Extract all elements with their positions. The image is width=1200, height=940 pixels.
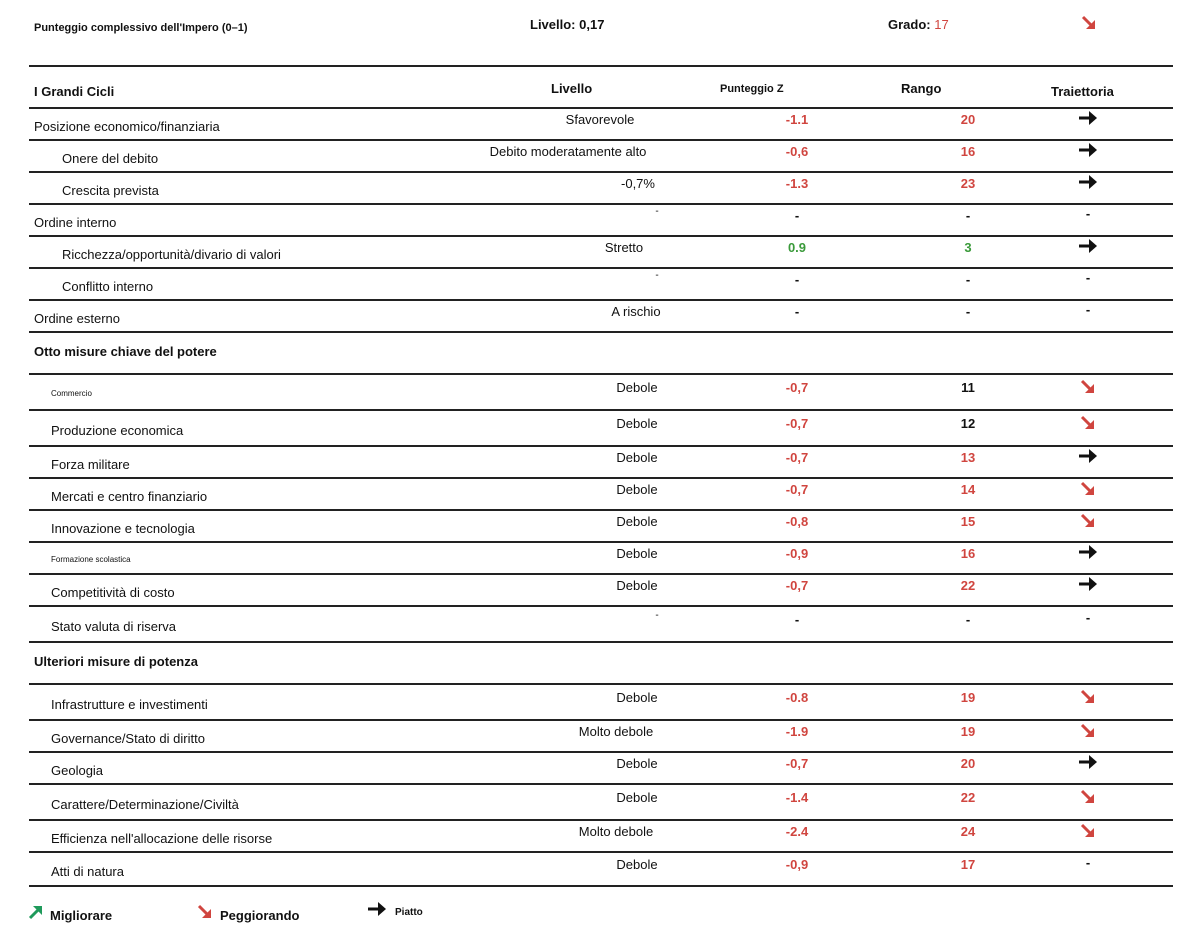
row-livello: Molto debole [578,824,654,839]
row-z-score: -1.4 [785,790,809,805]
worsening-arrow-icon [1058,789,1118,805]
row-z-score: -1.9 [785,724,809,739]
row-rank: 15 [960,514,976,529]
row-divider [29,783,1173,785]
worsening-arrow-icon [1058,723,1118,739]
flat-arrow-icon [367,900,387,918]
row-z-score: -0,7 [785,482,809,497]
row-label: Carattere/Determinazione/Civiltà [51,796,239,812]
row-livello: Debole [616,756,658,771]
row-divider [29,331,1173,333]
row-label: Onere del debito [62,150,159,166]
row-divider [29,477,1173,479]
row-divider [29,719,1173,721]
flat-arrow-icon [1058,543,1118,561]
section-heading: Ulteriori misure di potenza [34,654,198,669]
row-livello: Stretto [604,240,644,255]
row-livello: - [655,206,659,217]
row-divider [29,819,1173,821]
header-livello: Livello [551,81,593,96]
row-livello: A rischio [611,304,661,319]
row-divider [29,299,1173,301]
row-rank: 3 [964,240,972,255]
worsening-arrow-icon [197,904,213,920]
row-z-score: -0,6 [785,144,809,159]
row-label: Conflitto interno [62,278,154,294]
header-traiettoria: Traiettoria [1051,84,1114,99]
trend-dash: - [1085,610,1091,625]
row-livello: Debole [616,578,658,593]
row-divider [29,509,1173,511]
summary-grade [888,17,949,32]
row-label: Crescita prevista [62,182,159,198]
row-z-score: - [794,208,800,223]
table-top-rule [29,65,1173,67]
row-z-score: -2.4 [785,824,809,839]
row-label: Geologia [51,762,104,778]
row-livello: Debole [616,482,658,497]
row-z-score: -0,8 [785,514,809,529]
row-label: Infrastrutture e investimenti [51,696,208,712]
row-rank: - [965,208,971,223]
row-label: Efficienza nell'allocazione delle risorse [51,830,273,846]
row-rank: 20 [960,756,976,771]
flat-arrow-icon [1058,753,1118,771]
row-rank: 24 [960,824,976,839]
row-divider [29,605,1173,607]
row-divider [29,573,1173,575]
row-label: Forza militare [51,456,130,472]
row-livello: Debole [616,416,658,431]
header-punteggio-z: Punteggio Z [720,83,784,95]
row-rank: 19 [960,724,976,739]
summary-trend-down-arrow-icon [1080,14,1098,32]
row-label: Stato valuta di riserva [51,618,177,634]
header-section: I Grandi Cicli [34,84,115,99]
row-z-score: -0.8 [785,690,809,705]
row-livello: Debito moderatamente alto [489,144,647,159]
row-rank: 22 [960,790,976,805]
flat-arrow-icon [1058,173,1118,191]
grade-value: 17 [934,17,949,32]
row-rank: 19 [960,690,976,705]
row-livello: Molto debole [578,724,654,739]
row-rank: 22 [960,578,976,593]
row-livello: Debole [616,380,658,395]
row-livello: - [655,270,659,281]
row-divider [29,683,1173,685]
row-divider [29,885,1173,887]
flat-arrow-icon [1058,447,1118,465]
row-label: Governance/Stato di diritto [51,730,205,746]
worsening-arrow-icon [1058,379,1118,395]
row-livello: Debole [616,514,658,529]
section-heading: Otto misure chiave del potere [34,344,217,359]
row-rank: - [965,612,971,627]
row-z-score: -0,7 [785,756,809,771]
flat-arrow-icon [1058,141,1118,159]
row-divider [29,107,1173,109]
row-divider [29,267,1173,269]
row-rank: 23 [960,176,976,191]
row-rank: - [965,272,971,287]
row-divider [29,235,1173,237]
row-z-score: -0,7 [785,416,809,431]
row-rank: 16 [960,546,976,561]
row-divider [29,171,1173,173]
trend-dash: - [1085,302,1091,317]
summary-level: Livello: 0,17 [530,17,605,32]
row-divider [29,409,1173,411]
row-z-score: - [794,612,800,627]
row-rank: 11 [961,380,975,395]
worsening-arrow-icon [1058,689,1118,705]
row-z-score: - [794,272,800,287]
row-divider [29,851,1173,853]
row-z-score: -0,9 [785,546,809,561]
row-rank: - [965,304,971,319]
row-livello: - [655,610,659,621]
row-z-score: -0,7 [785,450,809,465]
row-divider [29,641,1173,643]
row-label: Ordine interno [34,214,117,230]
row-livello: Debole [616,690,658,705]
row-z-score: -0,9 [785,857,809,872]
row-livello: Debole [616,450,658,465]
row-livello: -0,7% [621,176,655,191]
row-label: Ordine esterno [34,310,120,326]
row-z-score: -1.3 [785,176,809,191]
row-livello: Debole [616,790,658,805]
row-z-score: -0,7 [785,380,809,395]
row-divider [29,203,1173,205]
row-label: Produzione economica [51,422,184,438]
header-rango: Rango [901,81,942,96]
trend-dash: - [1085,855,1091,870]
flat-arrow-icon [1058,109,1118,127]
row-divider [29,541,1173,543]
trend-dash: - [1085,270,1091,285]
grade-label: Grado: [888,17,931,32]
row-label: Competitività di costo [51,584,175,600]
flat-arrow-icon [1058,575,1118,593]
legend-improving: Migliorare [50,908,113,923]
row-livello: Debole [616,857,658,872]
row-label: Formazione scolastica [51,555,131,564]
row-z-score: -0,7 [785,578,809,593]
row-z-score: 0.9 [787,240,807,255]
row-divider [29,139,1173,141]
legend-worsening: Peggiorando [220,908,300,923]
row-label: Mercati e centro finanziario [51,488,208,504]
row-label: Ricchezza/opportunità/divario di valori [62,246,281,262]
row-divider [29,373,1173,375]
legend-flat: Piatto [395,907,423,918]
row-divider [29,751,1173,753]
trend-dash: - [1085,206,1091,221]
row-label: Posizione economico/finanziaria [34,118,220,134]
row-livello: Sfavorevole [565,112,635,127]
worsening-arrow-icon [1058,513,1118,529]
worsening-arrow-icon [1058,415,1118,431]
row-label: Atti di natura [51,863,124,879]
row-z-score: -1.1 [785,112,809,127]
row-label: Innovazione e tecnologia [51,520,195,536]
row-label: Commercio [51,389,92,398]
worsening-arrow-icon [1058,823,1118,839]
flat-arrow-icon [1058,237,1118,255]
row-livello: Debole [616,546,658,561]
row-rank: 12 [960,416,976,431]
improving-arrow-icon [28,904,44,920]
row-rank: 16 [960,144,976,159]
summary-title: Punteggio complessivo dell'Impero (0–1) [34,22,248,34]
row-divider [29,445,1173,447]
row-rank: 13 [960,450,976,465]
row-z-score: - [794,304,800,319]
row-rank: 20 [960,112,976,127]
row-rank: 17 [960,857,976,872]
worsening-arrow-icon [1058,481,1118,497]
row-rank: 14 [960,482,976,497]
